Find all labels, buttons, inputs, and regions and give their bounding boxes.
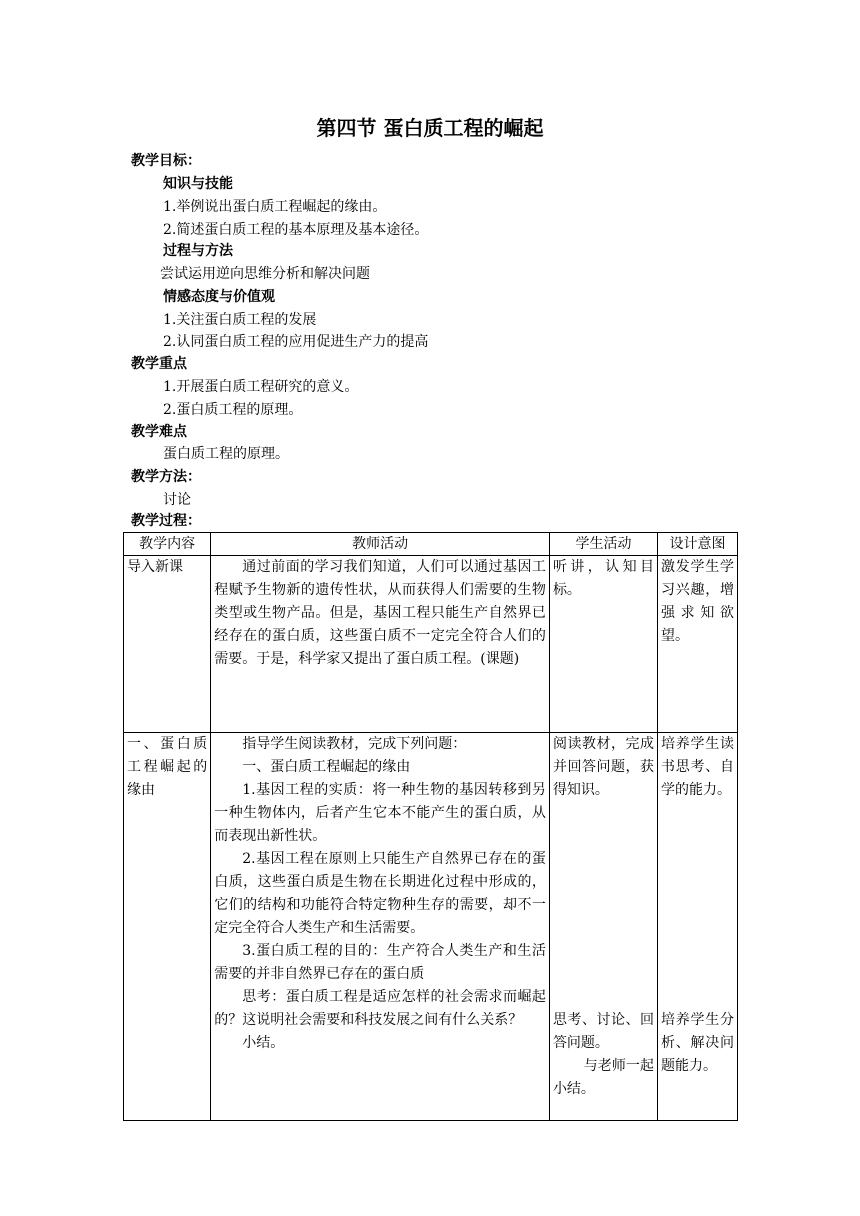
row2-content: 一、蛋白质工程崛起的缘由 bbox=[124, 733, 211, 1121]
row2-intent-b: 培养学生分析、解决问题能力。 bbox=[660, 1012, 734, 1074]
page-title: 第四节 蛋白质工程的崛起 bbox=[316, 116, 544, 140]
row1-intent: 激发学生学习兴趣，增强求知欲望。 bbox=[657, 556, 737, 733]
table-header-row bbox=[124, 533, 738, 556]
emotion-heading: 情感态度与价值观 bbox=[163, 289, 275, 305]
row2-student-a: 阅读教材，完成并回答问题，获得知识。 bbox=[552, 736, 654, 798]
row2-teacher-p3: 1.基因工程的实质：将一种生物的基因转移到另一种生物体内，后者产生它本不能产生的蛋白质，从而表现出新性状。 bbox=[214, 782, 546, 844]
header-teacher: 教师活动 bbox=[211, 533, 550, 556]
row2-intent-cell bbox=[657, 733, 737, 1121]
key-points-heading: 教学重点 bbox=[131, 356, 187, 372]
process-method-heading: 过程与方法 bbox=[163, 243, 233, 259]
row2-student-cell bbox=[549, 733, 657, 1121]
knowledge-item-2: 2.简述蛋白质工程的基本原理及基本途径。 bbox=[163, 222, 429, 238]
row1-teacher-cell bbox=[211, 556, 550, 733]
row2-student-c: 与老师一起小结。 bbox=[552, 1058, 654, 1097]
row2-teacher-p5: 3.蛋白质工程的目的：生产符合人类生产和生活需要的并非自然界已存在的蛋白质 bbox=[214, 943, 546, 982]
knowledge-heading: 知识与技能 bbox=[163, 176, 233, 192]
process-method-item-1: 尝试运用逆向思维分析和解决问题 bbox=[160, 266, 370, 282]
teaching-process-table bbox=[123, 532, 738, 1121]
process-heading: 教学过程： bbox=[131, 513, 201, 529]
row2-teacher-p1: 指导学生阅读教材，完成下列问题： bbox=[242, 736, 467, 752]
difficulty-item-1: 蛋白质工程的原理。 bbox=[163, 446, 289, 462]
row1-content: 导入新课 bbox=[124, 556, 211, 733]
key-point-item-2: 2.蛋白质工程的原理。 bbox=[163, 402, 303, 418]
key-point-item-1: 1.开展蛋白质工程研究的意义。 bbox=[163, 379, 359, 395]
method-heading: 教学方法： bbox=[131, 469, 201, 485]
row2-teacher-p4: 2.基因工程在原则上只能生产自然界已存在的蛋白质，这些蛋白质是生物在长期进化过程中形成的，它们的结构和功能符合特定物种生存的需要，却不一定完全符合人类生产和生活需要。 bbox=[214, 851, 546, 936]
method-item-1: 讨论 bbox=[163, 492, 191, 508]
row2-intent-a: 培养学生读书思考、自学的能力。 bbox=[660, 736, 734, 798]
difficulty-heading: 教学难点 bbox=[131, 424, 187, 440]
table-row bbox=[124, 733, 738, 1121]
emotion-item-1: 1.关注蛋白质工程的发展 bbox=[163, 312, 317, 328]
row2-teacher-p2: 一、蛋白质工程崛起的缘由 bbox=[242, 759, 411, 775]
table-row bbox=[124, 556, 738, 733]
row2-teacher-cell bbox=[211, 733, 550, 1121]
header-content: 教学内容 bbox=[124, 533, 211, 556]
row2-teacher-p7: 小结。 bbox=[242, 1035, 285, 1051]
knowledge-item-1: 1.举例说出蛋白质工程崛起的缘由。 bbox=[163, 199, 387, 215]
row1-student: 听讲，认知目标。 bbox=[549, 556, 657, 733]
emotion-item-2: 2.认同蛋白质工程的应用促进生产力的提高 bbox=[163, 334, 429, 350]
row2-student-b: 思考、讨论、回答问题。 bbox=[552, 1012, 654, 1051]
header-intent: 设计意图 bbox=[657, 533, 737, 556]
row2-teacher-p6: 思考：蛋白质工程是适应怎样的社会需求而崛起的？这说明社会需要和科技发展之间有什么关系？ bbox=[214, 989, 546, 1028]
objectives-heading: 教学目标： bbox=[131, 153, 201, 169]
header-student: 学生活动 bbox=[549, 533, 657, 556]
row1-teacher-text: 通过前面的学习我们知道，人们可以通过基因工程赋予生物新的遗传性状，从而获得人们需要的生物类型或生物产品。但是，基因工程只能生产自然界已经存在的蛋白质，这些蛋白质不一定完全符合人们的需要。于是，科学家又提出了蛋白质工程。(课题) bbox=[214, 559, 546, 667]
